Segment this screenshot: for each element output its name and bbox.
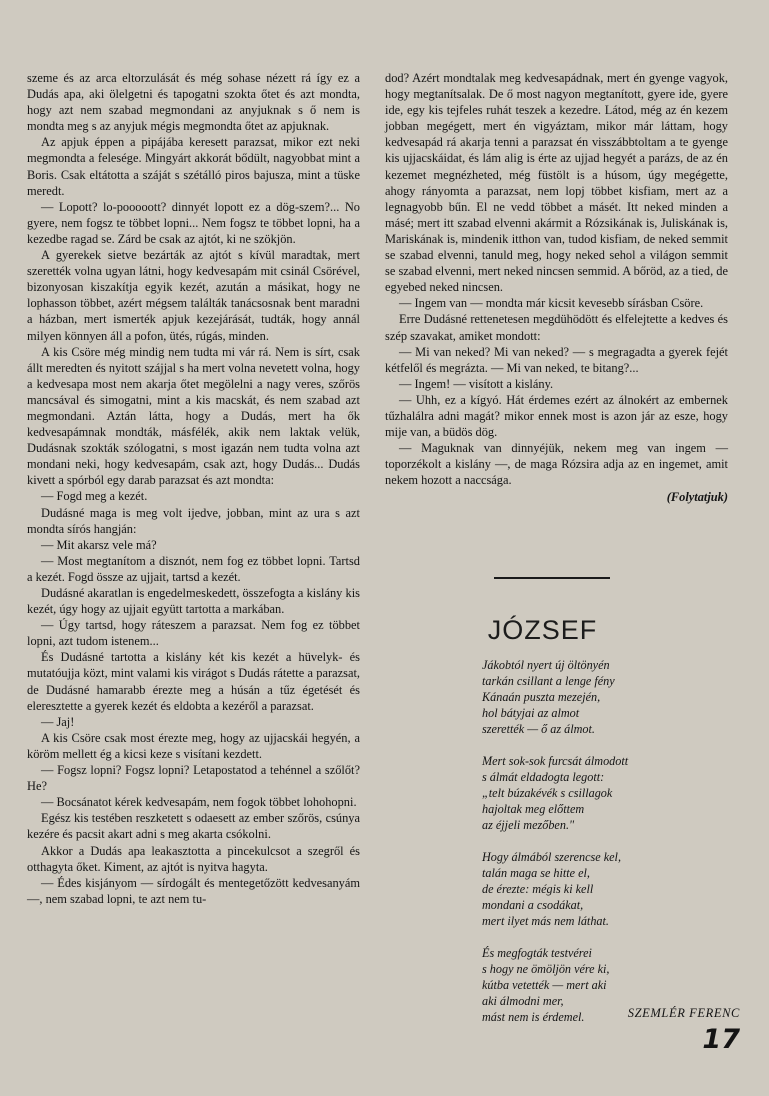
paragraph: — Ingem van — mondta már kicsit kevesebb sírásban Csöre. bbox=[399, 296, 704, 311]
paragraph: — Jaj! bbox=[41, 714, 75, 729]
poem-title: JÓZSEF bbox=[487, 615, 598, 645]
paragraph: És Dudásné tartotta a kislány két kis kezét a hüvelyk- és mutatóujja közt, mint valami kis virágot s Dudás rátette a parazsat, de Dudásné hamarabb érezte meg a húsán a tűz égetését és eleresztette a gyerek kezét és eldobta a kezéről a parazsat. bbox=[27, 650, 360, 713]
poem-line: „telt búzakévék s csillagok bbox=[482, 786, 613, 800]
paragraph: — Mi van neked? Mi van neked? — s megragadta a gyerek fejét kétfelől és megrázta. — Mi van neked, te bitang?... bbox=[385, 344, 728, 375]
paragraph: — Mit akarsz vele má? bbox=[41, 537, 157, 552]
paragraph: Erre Dudásné rettenetesen megdühödött és elfelejtette a kedves és szép szavakat, amiket mondott: bbox=[385, 312, 728, 343]
paragraph: A gyerekek sietve bezárták az ajtót s kívül maradtak, mert szerették volna ugyan látni, hogy kedvesapám mit csinál Csörével, bizonyosan kiszakítja egyik kezét, azután a másikat, hogy ne lophasson többet, azért mégsem találták tanácsosnak bent maradni a házban, mert ismerték apjuk kezejárását, tudták, hogy annál milyen könnyen áll a pofon, ütés, rúgás, minden. bbox=[27, 248, 360, 343]
paragraph: szeme és az arca eltorzulását és még sohase nézett rá így ez a Dudás apa, aki ölelgetni és tapogatni szokta őtet és azt mondta, hogy azt nem szabad megmondani az anyjuknak s ő nem is mondta meg s az anyjuk mégis megmondta őtet az apjuknak. bbox=[27, 71, 360, 134]
poem-author: SZEMLÉR FERENC bbox=[627, 1006, 740, 1020]
paragraph: — Maguknak van dinnyéjük, nekem meg van ingem — toporzékolt a kislány —, de maga Rózsira adja az en ingemet, amit nekem hozott a naccsága. bbox=[385, 441, 728, 488]
paragraph: A kis Csöre még mindig nem tudta mi vár rá. Nem is sírt, csak állt meredten és nyitott szájjal s ha mert volna nevetett volna, hogy a kedvesapa most nem akarja őtet megölelni a nagy veres, szőrös mancsával és simogatni, mint a kis macskát, és nem szabad azt megmondani. Aztán látta, hogy a Dudás, mert ha ők kedvesapámnak mondták, másfélék, akik nem laktak velük, Dudásnak szokták szólogatni, s most igazán nem tudta volna azt mondani neki, hogy kedvesapám, csak azt, hogy Dudás... Dudás kivett a spórból egy darab parazsat és azt mondta: bbox=[27, 344, 360, 488]
poem-line: hajoltak meg előttem bbox=[482, 802, 585, 816]
right-text-column bbox=[385, 70, 728, 506]
poem-line: mert ilyet más nem láthat. bbox=[482, 914, 609, 928]
poem-line: Jákobtól nyert új öltönyén bbox=[482, 658, 610, 672]
paragraph: Dudásné akaratlan is engedelmeskedett, összefogta a kislány kis kezét, úgy hogy az ujjait együtt tartotta a markában. bbox=[27, 586, 360, 617]
poem-line: aki álmodni mer, bbox=[482, 994, 564, 1008]
paragraph: A kis Csöre csak most érezte meg, hogy az ujjacskái hegyén, a köröm mellett ég a kicsi keze s visítani kezdett. bbox=[27, 730, 360, 761]
poem-line: mondani a csodákat, bbox=[482, 898, 584, 912]
poem-line: s álmát eldadogta legott: bbox=[482, 770, 605, 784]
poem-stanza bbox=[482, 657, 752, 737]
paragraph: — Fogd meg a kezét. bbox=[41, 489, 148, 504]
paragraph: — Most megtanítom a disznót, nem fog ez többet lopni. Tartsd a kezét. Fogd össze az ujjait, tartsd a kezét. bbox=[27, 553, 360, 584]
poem-line: Hogy álmából szerencse kel, bbox=[482, 850, 621, 864]
poem-line: kútba vetették — mert aki bbox=[482, 978, 607, 992]
paragraph: — Fogsz lopni? Fogsz lopni? Letapostatod a tehénnel a szőlőt? He? bbox=[27, 763, 360, 794]
paragraph: Az apjuk éppen a pipájába keresett parazsat, mikor ezt neki megmondta a felesége. Mingyárt akkorát bődült, nagyobbat mint a Boris. Csak eltátotta a száját s szétálló piros bajusza, mint a tüske meredt. bbox=[27, 135, 360, 198]
paragraph: dod? Azért mondtalak meg kedvesapádnak, mert én gyenge vagyok, hogy megtanítsalak. De ő most nagyon megtanított, gyere ide, gyere ide, egy kis tejfeles ruhát teszek a kezedre. Látod, még az én kezem jobban megégett, mert én vigyáztam, mikor már láttam, hogy kedvesapád rá akarja tenni a parazsat én visszábbtoltam a te gyenge kis ujjacskáidat, és lám alig is érte az ujjad hegyét a parázs, de az én kezemet megnézheted, még füstölt is a húsom, úgy megégette, ahogy rányomta a parazsat, nem lopj többet kisfiam, mert az a legnagyobb bűn. El ne vedd többet a másét. Itt neked minden a másé; mert itt szabad elvenni akármit a Rózsikának is, Juliskának is, Mariskának is, mindenik itthon van, tudod kisfiam, de neked semmit se szabad elvenni, tanuld meg, hogy neked sehol a világon semmit se szabad elvenni, mert neked nincsen semmid. A bőröd, az a tied, de egyebed neked nincsen. bbox=[385, 71, 728, 295]
poem-line: mást nem is érdemel. bbox=[482, 1010, 585, 1024]
poem-line: az éjjeli mezőben." bbox=[482, 818, 575, 832]
page-number: 17 bbox=[702, 1024, 740, 1055]
paragraph: — Úgy tartsd, hogy ráteszem a parazsat. Nem fog ez többet lopni, azt tudom istenem... bbox=[27, 618, 360, 649]
poem-body bbox=[482, 657, 752, 1041]
poem-line: talán maga se hitte el, bbox=[482, 866, 590, 880]
poem-line: hol bátyjai az almot bbox=[482, 706, 580, 720]
poem-line: de érezte: mégis ki kell bbox=[482, 882, 594, 896]
paragraph: — Édes kisjányom — sírdogált és mentegetőzött kedvesanyám —, nem szabad lopni, te azt nem tu- bbox=[27, 875, 360, 906]
poem-stanza bbox=[482, 753, 752, 833]
continued-note: (Folytatjuk) bbox=[666, 490, 728, 505]
poem-line: És megfogták testvérei bbox=[482, 946, 592, 960]
paragraph: — Bocsánatot kérek kedvesapám, nem fogok többet lohohopni. bbox=[41, 795, 357, 810]
poem-line: tarkán csillant a lenge fény bbox=[482, 674, 615, 688]
paragraph: Dudásné maga is meg volt ijedve, jobban, mint az ura s azt mondta sírós hangján: bbox=[27, 505, 360, 536]
paragraph: — Ingem! — visított a kislány. bbox=[399, 376, 554, 391]
paragraph: — Uhh, ez a kígyó. Hát érdemes ezért az álnokért az embernek tűzhalálra adni magát? mikor ennek most is azon jár az esze, hogy mije van, a büdös dög. bbox=[385, 392, 728, 440]
paragraph: — Lopott? lo-pooooott? dinnyét lopott ez a dög-szem?... No gyere, nem fogsz te többet lopni... Nem fogsz te többet lopni, ha a kezedbe ragad se. Zárd be csak az ajtót, ki ne szökjön. bbox=[27, 199, 360, 246]
poem-line: szerették — ő az álmot. bbox=[482, 722, 595, 736]
poem-stanza bbox=[482, 849, 752, 929]
poem-line: Mert sok-sok furcsát álmodott bbox=[482, 754, 629, 768]
paragraph: Akkor a Dudás apa leakasztotta a pincekulcsot a szegről és otthagyta őket. Kiment, az ajtót is nyitva hagyta. bbox=[27, 843, 360, 874]
poem-line: s hogy ne ömöljön vére ki, bbox=[482, 962, 610, 976]
paragraph: Egész kis testében reszketett s odaesett az ember szőrös, csúnya kezére és pacsit akart adni s meg akarta csókolni. bbox=[27, 811, 360, 842]
poem-line: Kánaán puszta mezején, bbox=[482, 690, 601, 704]
left-text-column bbox=[27, 70, 360, 907]
section-divider bbox=[494, 577, 610, 579]
